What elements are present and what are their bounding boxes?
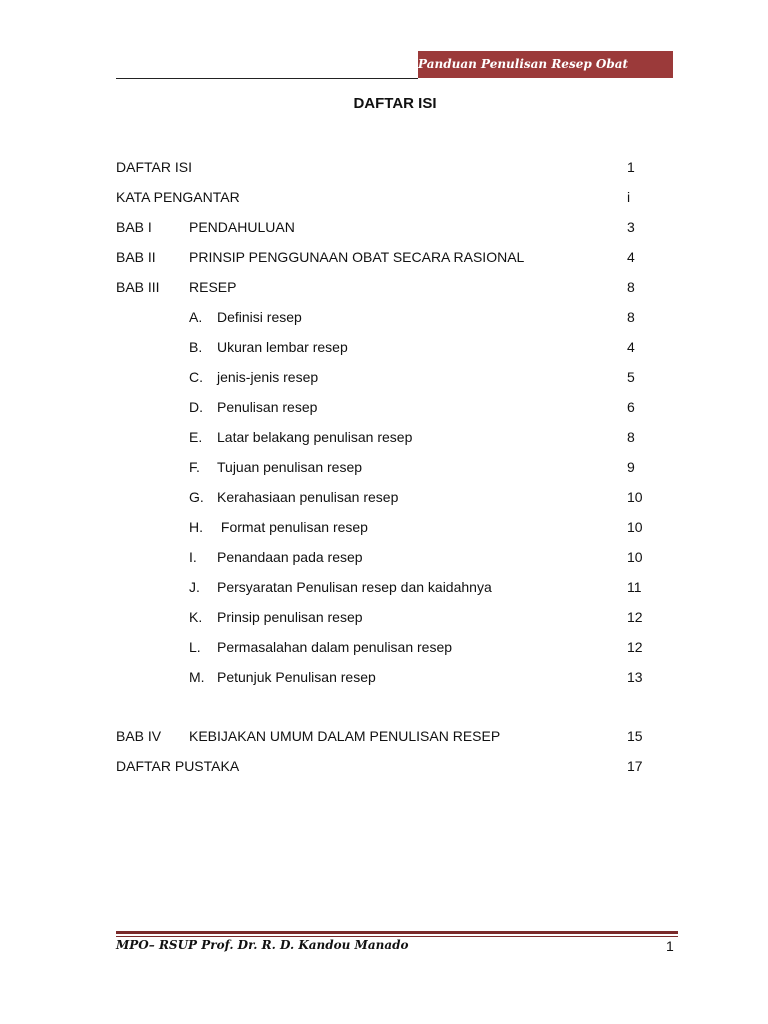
toc-entry-bab-2[interactable]: [116, 242, 656, 272]
toc-subsection-letter: M.: [189, 669, 205, 685]
toc-page: 10: [627, 549, 643, 565]
toc-chapter-title: PRINSIP PENGGUNAAN OBAT SECARA RASIONAL: [189, 249, 525, 265]
toc-subsection-f[interactable]: [116, 452, 656, 482]
toc-page: 13: [627, 669, 643, 685]
toc-label: DAFTAR PUSTAKA: [116, 758, 240, 774]
toc-subsection-h[interactable]: [116, 512, 656, 542]
toc-subsection-title: jenis-jenis resep: [217, 369, 319, 385]
toc-subsection-letter: K.: [189, 609, 203, 625]
toc-page: 6: [627, 399, 635, 415]
toc-chapter-number: BAB I: [116, 219, 152, 235]
toc-page: 8: [627, 279, 635, 295]
toc-subsection-k[interactable]: [116, 602, 656, 632]
toc-subsection-title: Persyaratan Penulisan resep dan kaidahnya: [217, 579, 492, 595]
toc-page: 4: [627, 249, 635, 265]
toc-subsection-title: Penandaan pada resep: [217, 549, 363, 565]
toc-page: 1: [627, 159, 635, 175]
toc-subsection-g[interactable]: [116, 482, 656, 512]
toc-chapter-title: PENDAHULUAN: [189, 219, 295, 235]
toc-subsection-letter: D.: [189, 399, 203, 415]
toc-page: 10: [627, 489, 643, 505]
toc-chapter-title: KEBIJAKAN UMUM DALAM PENULISAN RESEP: [189, 728, 501, 744]
toc-page: 12: [627, 609, 643, 625]
toc-spacer: [116, 692, 656, 721]
toc-page: 4: [627, 339, 635, 355]
toc-subsection-title: Format penulisan resep: [217, 519, 368, 535]
footer-page-number: 1: [666, 938, 674, 954]
toc-subsection-title: Ukuran lembar resep: [217, 339, 348, 355]
toc-entry-daftar-pustaka[interactable]: [116, 751, 656, 781]
toc-page: i: [627, 189, 631, 205]
toc-subsection-j[interactable]: [116, 572, 656, 602]
table-of-contents: [116, 152, 656, 781]
toc-subsection-title: Definisi resep: [217, 309, 302, 325]
toc-subsection-title: Kerahasiaan penulisan resep: [217, 489, 399, 505]
toc-page: 17: [627, 758, 643, 774]
toc-page: 3: [627, 219, 635, 235]
toc-subsection-m[interactable]: [116, 662, 656, 692]
toc-subsection-title: Latar belakang penulisan resep: [217, 429, 413, 445]
toc-page: 5: [627, 369, 635, 385]
toc-subsection-letter: I.: [189, 549, 197, 565]
toc-label: DAFTAR ISI: [116, 159, 192, 175]
toc-subsection-letter: E.: [189, 429, 203, 445]
toc-page: 9: [627, 459, 635, 475]
toc-page: 8: [627, 429, 635, 445]
footer-institution: MPO– RSUP Prof. Dr. R. D. Kandou Manado: [116, 938, 409, 952]
toc-subsection-letter: L.: [189, 639, 201, 655]
toc-page: 15: [627, 728, 643, 744]
toc-subsection-c[interactable]: [116, 362, 656, 392]
toc-subsection-i[interactable]: [116, 542, 656, 572]
toc-subsection-title: Tujuan penulisan resep: [217, 459, 363, 475]
toc-subsection-letter: H.: [189, 519, 203, 535]
toc-subsection-a[interactable]: [116, 302, 656, 332]
toc-subsection-title: Penulisan resep: [217, 399, 318, 415]
toc-entry-bab-3[interactable]: [116, 272, 656, 302]
toc-subsection-letter: G.: [189, 489, 204, 505]
toc-subsection-d[interactable]: [116, 392, 656, 422]
toc-entry-kata-pengantar[interactable]: [116, 182, 656, 212]
toc-entry-bab-4[interactable]: [116, 721, 656, 751]
toc-chapter-title: RESEP: [189, 279, 237, 295]
toc-page: 8: [627, 309, 635, 325]
toc-subsection-l[interactable]: [116, 632, 656, 662]
toc-entry-bab-1[interactable]: [116, 212, 656, 242]
toc-chapter-number: BAB II: [116, 249, 156, 265]
toc-page: 12: [627, 639, 643, 655]
toc-subsection-letter: A.: [189, 309, 203, 325]
toc-label: KATA PENGANTAR: [116, 189, 240, 205]
header-rule: [116, 78, 418, 79]
toc-subsection-letter: C.: [189, 369, 203, 385]
toc-subsection-b[interactable]: [116, 332, 656, 362]
toc-subsection-title: Permasalahan dalam penulisan resep: [217, 639, 453, 655]
toc-subsection-letter: B.: [189, 339, 203, 355]
toc-page: 11: [627, 579, 642, 595]
toc-chapter-number: BAB IV: [116, 728, 162, 744]
toc-subsection-letter: J.: [189, 579, 200, 595]
toc-subsection-letter: F.: [189, 459, 200, 475]
toc-subsection-title: Prinsip penulisan resep: [217, 609, 363, 625]
toc-chapter-number: BAB III: [116, 279, 160, 295]
footer-rule-thick: [116, 931, 678, 934]
page-title: DAFTAR ISI: [353, 95, 437, 112]
toc-page: 10: [627, 519, 643, 535]
footer-rule-thin: [116, 936, 678, 937]
toc-subsection-e[interactable]: [116, 422, 656, 452]
header-title: Panduan Penulisan Resep Obat: [418, 51, 673, 78]
toc-entry-daftar-isi[interactable]: [116, 152, 656, 182]
toc-subsection-title: Petunjuk Penulisan resep: [217, 669, 376, 685]
